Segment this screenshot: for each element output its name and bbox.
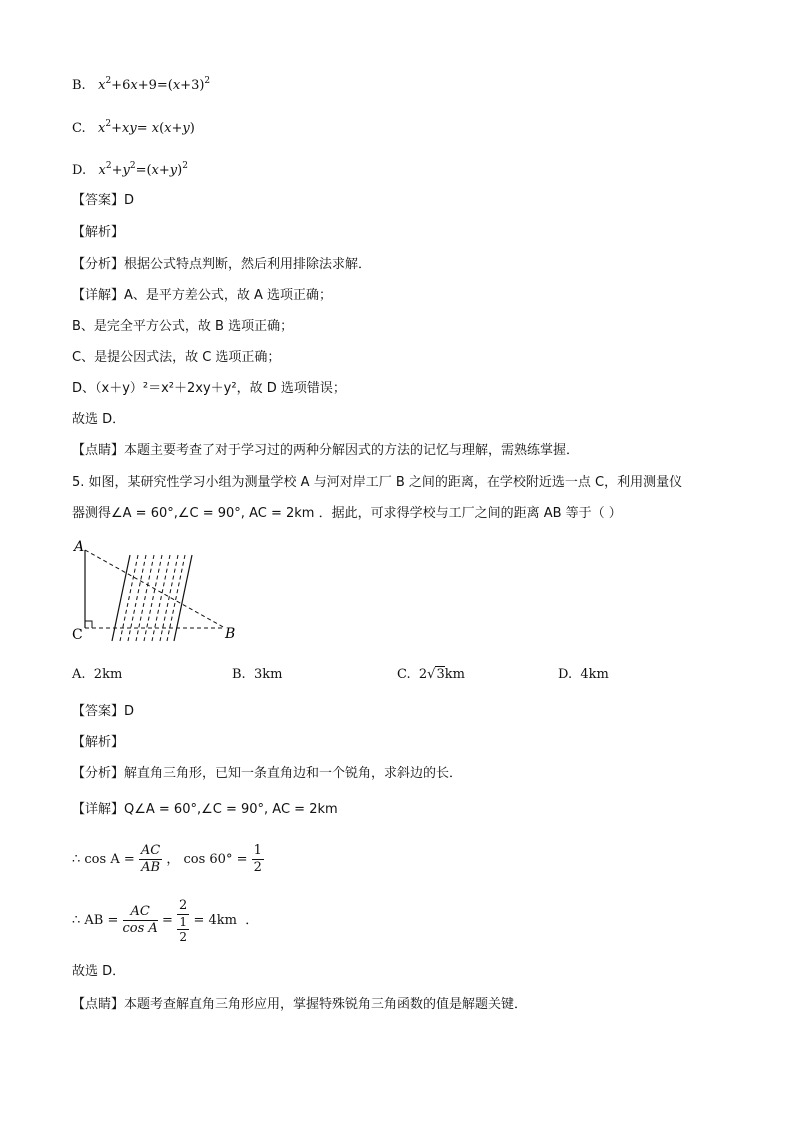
q5-option-b: B. 3km	[232, 667, 283, 682]
q5-options	[72, 667, 692, 687]
figure-label-b: B	[225, 626, 236, 642]
q5-option-a: A. 2km	[72, 667, 123, 682]
fraction: $\frac{AC}{AB}$	[140, 843, 161, 875]
q5-stem-line-2: 器测得∠A = 60°,∠C = 90°, AC = 2km ．据此，可求得学校与工厂之间的距离 AB 等于（ ）	[72, 506, 622, 521]
compound-fraction: $\frac{2}{\frac{1}{2}}$	[179, 897, 188, 944]
q5-stem-line-1: 5. 如图，某研究性学习小组为测量学校 A 与河对岸工厂 B 之间的距离，在学校附近选一点 C，利用测量仪	[72, 475, 683, 490]
segment-ab	[85, 550, 225, 628]
q4-xiangjie-line: 故选 D．	[72, 412, 126, 427]
q4-fenxi: 【分析】根据公式特点判断，然后利用排除法求解．	[72, 257, 372, 272]
option-label: D.	[72, 163, 87, 178]
q4-analysis-heading: 【解析】	[72, 225, 125, 240]
q5-step-2: ∴ AB = $\frac{AC}{\text{cos A}}$ = $\frac{2}{\frac{1}{2}}$ = 4km ．	[72, 897, 259, 944]
right-angle-marker	[85, 621, 92, 628]
fraction: $\frac{1}{2}$	[253, 843, 262, 875]
q4-xiangjie-line: C、是提公因式法，故 C 选项正确；	[72, 350, 281, 365]
q5-option-c: C. 2√3km	[397, 667, 465, 682]
figure-label-a: A	[74, 539, 85, 555]
q4-xiangjie-line: D、（x＋y）²＝x²＋2xy＋y²，故 D 选项错误；	[72, 381, 346, 396]
q5-dianjing: 【点睛】本题考查解直角三角形应用，掌握特殊锐角三角函数的值是解题关键．	[72, 997, 528, 1012]
q5-figure	[68, 535, 248, 645]
option-b-prev: B. $x^2+6x+9=(x+3)^2$	[72, 76, 211, 93]
option-label: B.	[72, 78, 86, 93]
q5-option-d: D. 4km	[558, 667, 609, 682]
q4-xiangjie-line: B、是完全平方公式，故 B 选项正确；	[72, 319, 294, 334]
option-d-prev: D. $x^2+y^2=(x+y)^2$	[72, 161, 188, 178]
q5-xiangjie: 【详解】Q∠A = 60°,∠C = 90°, AC = 2km	[72, 802, 338, 817]
option-c-prev: C. $x^2+xy= x(x+y)$	[72, 119, 195, 136]
q4-dianjing: 【点睛】本题主要考查了对于学习过的两种分解因式的方法的记忆与理解，需熟练掌握．	[72, 443, 580, 458]
fraction: $\frac{1}{2}$	[179, 914, 187, 944]
q5-conclusion: 故选 D．	[72, 964, 126, 979]
q5-answer: 【答案】D	[72, 704, 135, 719]
q5-analysis-heading: 【解析】	[72, 735, 125, 750]
q4-xiangjie-line: 【详解】A、是平方差公式，故 A 选项正确；	[72, 288, 333, 303]
fraction: $\frac{AC}{\text{cos A}}$	[122, 904, 158, 936]
q5-fenxi: 【分析】解直角三角形，已知一条直角边和一个锐角，求斜边的长．	[72, 766, 463, 781]
q4-answer: 【答案】D	[72, 193, 135, 208]
q5-step-1: ∴ cos A = $\frac{AC}{AB}$ ， cos 60° = $\frac{1}{2}$	[72, 843, 262, 875]
option-label: C.	[72, 121, 86, 136]
figure-label-c: C	[72, 627, 83, 643]
